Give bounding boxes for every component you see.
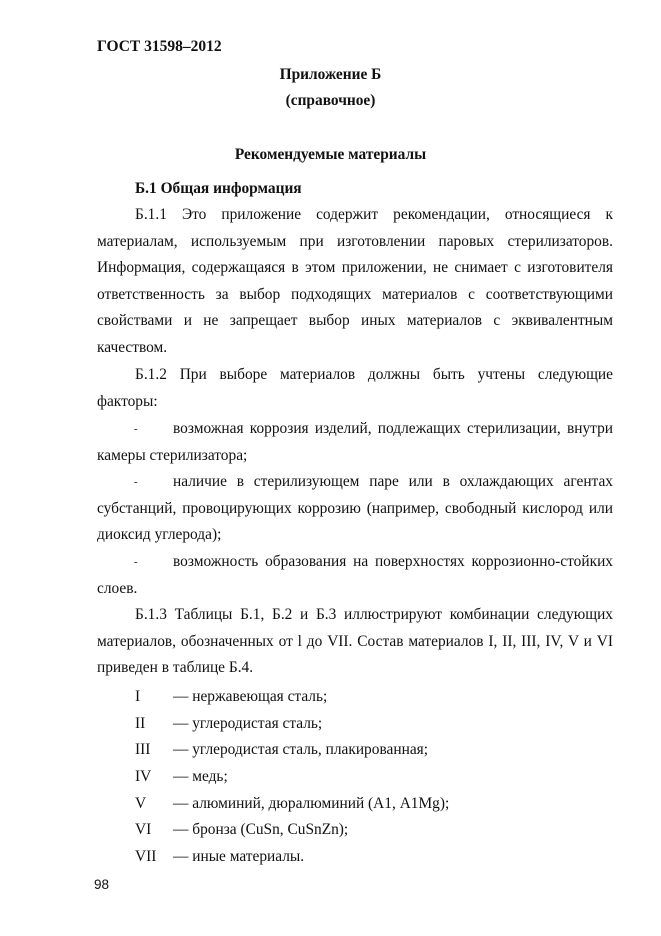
material-item [135,795,449,813]
appendix-title: Приложение Б [279,66,382,83]
material-item [135,688,327,706]
appendix-heading: Рекомендуемые материалы [234,146,427,163]
material-number: IV [135,768,152,785]
section-title: Б.1 Общая информация [135,180,302,197]
material-item [135,821,348,839]
document-code-header: ГОСТ 31598–2012 [97,38,222,55]
bullet-text: возможная коррозия изделий, подлежащих стерилизации, внутри камеры стерилизатора; [97,420,613,464]
material-number: II [135,715,146,732]
material-number: I [135,688,141,705]
paragraph-b-1-3: Б.1.3 Таблицы Б.1, Б.2 и Б.3 иллюстрируют комбинации следующих материалов, обозначенных от l до VII. Состав материалов I, II, III, IV, V и VI приведен в таблице Б.4. [97,606,613,677]
material-number: III [135,741,151,758]
material-number: VI [135,821,152,838]
material-text: — нержавеющая сталь; [173,688,328,705]
bullet-item [97,549,613,602]
material-number: V [135,795,147,812]
bullet-text: возможность образования на поверхностях коррозионно-стойких слоев. [97,553,613,597]
paragraph-b-1-2: Б.1.2 При выборе материалов должны быть учтены следующие факторы: [97,366,613,410]
bullet-dash: - [134,476,138,488]
material-item [135,848,304,866]
paragraph-b-1-1: Б.1.1 Это приложение содержит рекомендации, относящиеся к материалам, используемым при изготовлении паровых стерилизаторов. Информация, содержащаяся в этом приложении, не снимает с изготовителя ответственность за выбор подходящих материалов с соответствующими свойствами и не запрещает выбор иных материалов с эквивалентным качеством. [97,206,613,356]
material-text: — углеродистая сталь, плакированная; [173,741,429,758]
bullet-item [97,469,613,549]
bullet-item [97,416,613,469]
material-item [135,768,228,786]
material-text: — бронза (CuSn, CuSnZn); [173,821,349,838]
bullet-dash: - [134,556,138,568]
material-item [135,715,322,733]
bullet-text: наличие в стерилизующем паре или в охлаждающих агентах субстанций, провоцирующих коррозию (например, свободный кислород или диоксид углерода); [97,473,613,544]
material-number: VII [135,848,157,865]
material-text: — углеродистая сталь; [173,715,323,732]
material-text: — медь; [173,768,228,785]
appendix-subtitle: (справочное) [285,92,376,109]
material-text: — иные материалы. [173,848,305,865]
page-number: 98 [94,877,110,892]
material-text: — алюминий, дюралюминий (А1, A1Mg); [173,795,450,812]
bullet-dash: - [134,423,138,435]
material-item [135,741,428,759]
